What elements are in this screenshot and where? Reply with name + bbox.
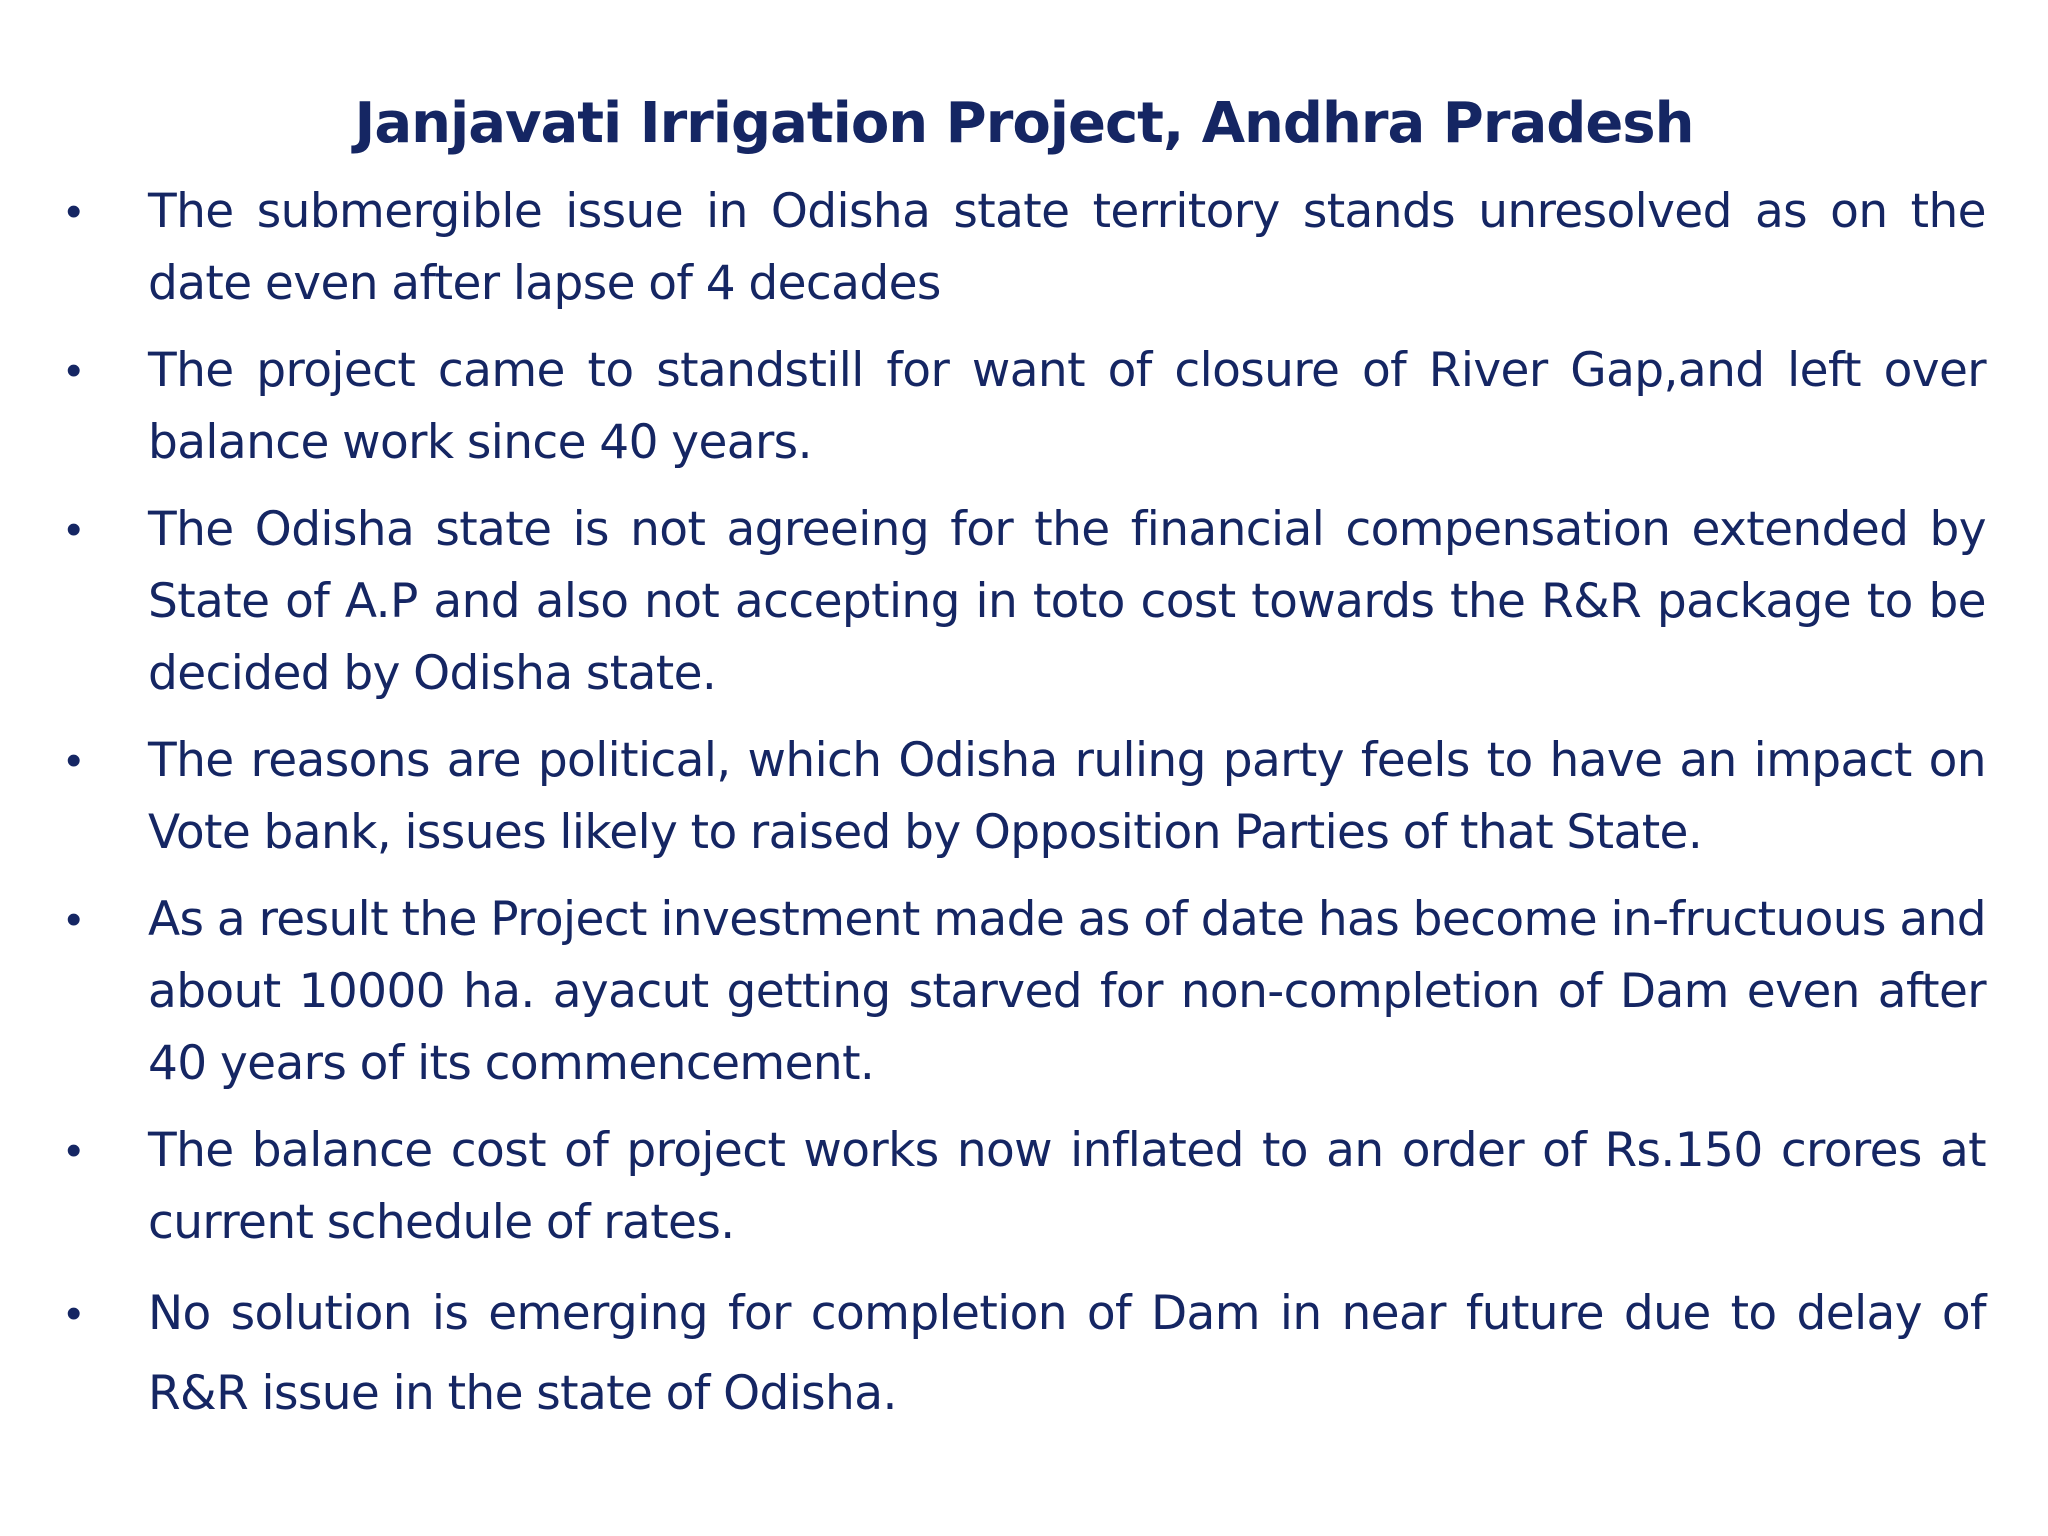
bullet-dot-icon: • (66, 736, 82, 785)
bullet-text: The balance cost of project works now inflated to an order of Rs.150 crores at current schedule of rates. (148, 1123, 1986, 1250)
bullet-text: The project came to standstill for want of closure of River Gap,and left over balance work since 40 years. (148, 343, 1986, 470)
bullet-item (0, 1274, 2048, 1434)
bullet-text: The Odisha state is not agreeing for the financial compensation extended by State of A.P and also not accepting in toto cost towards the R&R package to be decided by Odisha state. (148, 502, 1986, 701)
bullet-text: No solution is emerging for completion of Dam in near future due to delay of R&R issue in the state of Odisha. (148, 1286, 1986, 1421)
bullet-item (0, 335, 2048, 479)
bullet-dot-icon: • (66, 187, 82, 236)
slide-title: Janjavati Irrigation Project, Andhra Pradesh (354, 91, 1694, 156)
bullet-text: As a result the Project investment made as of date has become in-fructuous and about 10000 ha. ayacut getting starved for non-completion of Dam even after 40 years of its commencement. (148, 892, 1986, 1091)
bullet-text: The reasons are political, which Odisha ruling party feels to have an impact on Vote bank, issues likely to raised by Opposition Parties of that State. (148, 733, 1986, 860)
bullet-dot-icon: • (66, 1126, 82, 1175)
bullet-item (0, 725, 2048, 869)
bullet-dot-icon: • (66, 895, 82, 944)
bullet-item (0, 494, 2048, 710)
bullet-text: The submergible issue in Odisha state territory stands unresolved as on the date even after lapse of 4 decades (148, 184, 1986, 311)
bullet-dot-icon: • (66, 1289, 82, 1338)
bullet-list (0, 176, 2048, 1449)
bullet-item (0, 1115, 2048, 1259)
bullet-dot-icon: • (66, 346, 82, 395)
bullet-item (0, 176, 2048, 320)
bullet-dot-icon: • (66, 505, 82, 554)
bullet-item (0, 884, 2048, 1100)
